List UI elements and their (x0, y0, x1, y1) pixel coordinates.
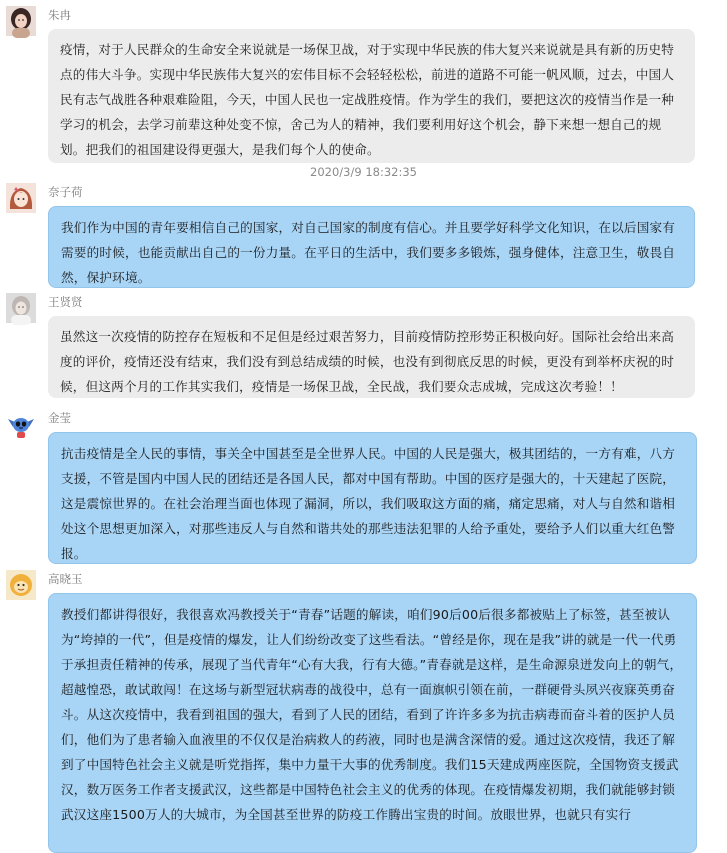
anime-girl-avatar-icon[interactable] (6, 183, 36, 213)
message-bubble[interactable]: 疫情，对于人民群众的生命安全来说就是一场保卫战，对于实现中华民族的伟大复兴来说就是具有新的历史特点的伟大斗争。实现中华民族伟大复兴的宏伟目标不会轻轻松松，前进的道路不可能一帆风顺，过去，中国人民有志气战胜各种艰难险阻，今天，中国人民也一定战胜疫情。作为学生的我们，要把这次的疫情当作是一种学习的机会，去学习前辈这种处变不惊，舍己为人的精神，我们要利用好这个机会，静下来想一想自己的规划。把我们的祖国建设得更强大，是我们每个人的使命。 (48, 29, 695, 163)
sender-name: 王贤贤 (48, 295, 83, 309)
message-bubble[interactable]: 虽然这一次疫情的防控存在短板和不足但是经过艰苦努力，目前疫情防控形势正积极向好。国际社会给出来高度的评价，疫情还没有结束，我们没有到总结成绩的时候，也没有到彻底反思的时候，更没有到举杯庆祝的时候，但这两个月的工作其实我们，疫情是一场保卫战，全民战，我们要众志成城，完成这次考验！！ (48, 316, 695, 398)
message-bubble[interactable]: 抗击疫情是全人民的事情，事关全中国甚至是全世界人民。中国的人民是强大，极其团结的，一方有难，八方支援，不管是国内中国人民的团结还是各国人民，都对中国有帮助。中国的医疗是强大的，十天建起了医院，这是震惊世界的。在社会治理当面也体现了漏洞，所以，我们吸取这方面的痛，痛定思痛，对人与自然和谐相处这个思想更加深入，对那些违反人与自然和谐共处的那些违法犯罪的人给予重处，要给予人们以重大红色警报。 (48, 432, 697, 564)
stitch-avatar-icon[interactable] (6, 409, 36, 439)
sender-name: 奈子荷 (48, 185, 83, 199)
message-bubble[interactable]: 我们作为中国的青年要相信自己的国家，对自己国家的制度有信心。并且要学好科学文化知识，在以后国家有需要的时候，也能贡献出自己的一份力量。在平日的生活中，我们要多多锻炼，强身健体，注意卫生，敬畏自然，保护环境。 (48, 206, 695, 288)
cartoon-avatar-icon[interactable] (6, 570, 36, 600)
photo-avatar-icon[interactable] (6, 293, 36, 323)
sender-name: 高晓玉 (48, 572, 83, 586)
timestamp: 2020/3/9 18:32:35 (310, 165, 417, 179)
girl-avatar-icon[interactable] (6, 6, 36, 36)
sender-name: 朱冉 (48, 8, 71, 22)
sender-name: 金莹 (48, 411, 71, 425)
message-bubble[interactable]: 教授们都讲得很好，我很喜欢冯教授关于“青春”话题的解读，咱们90后00后很多都被贴上了标签，甚至被认为“垮掉的一代”，但是疫情的爆发，让人们纷纷改变了这些看法。“曾经是你，现在是我”讲的就是一代一代勇于承担责任精神的传承，展现了当代青年“心有大我，行有大德。”青春就是这样，是生命源泉迸发向上的朝气，超越惶恐，敢试敢闯！在这场与新型冠状病毒的战役中，总有一面旗帜引领在前，一群硬骨头夙兴夜寐英勇奋斗。从这次疫情中，我看到祖国的强大，看到了人民的团结，看到了许许多多为抗击病毒而奋斗着的医护人员们，他们为了患者输入血液里的不仅仅是治病救人的药液，同时也是满含深情的爱。通过这次疫情，我还了解到了中国特色社会主义就是听党指挥，集中力量干大事的优秀制度。我们15天建成两座医院，全国物资支援武汉，数万医务工作者支援武汉，这些都是中国特色社会主义的优秀的体现。在疫情爆发初期，我们就能够封锁武汉这座1500万人的大城市，为全国甚至世界的防疫工作腾出宝贵的时间。放眼世界，也就只有实行 (48, 593, 697, 853)
